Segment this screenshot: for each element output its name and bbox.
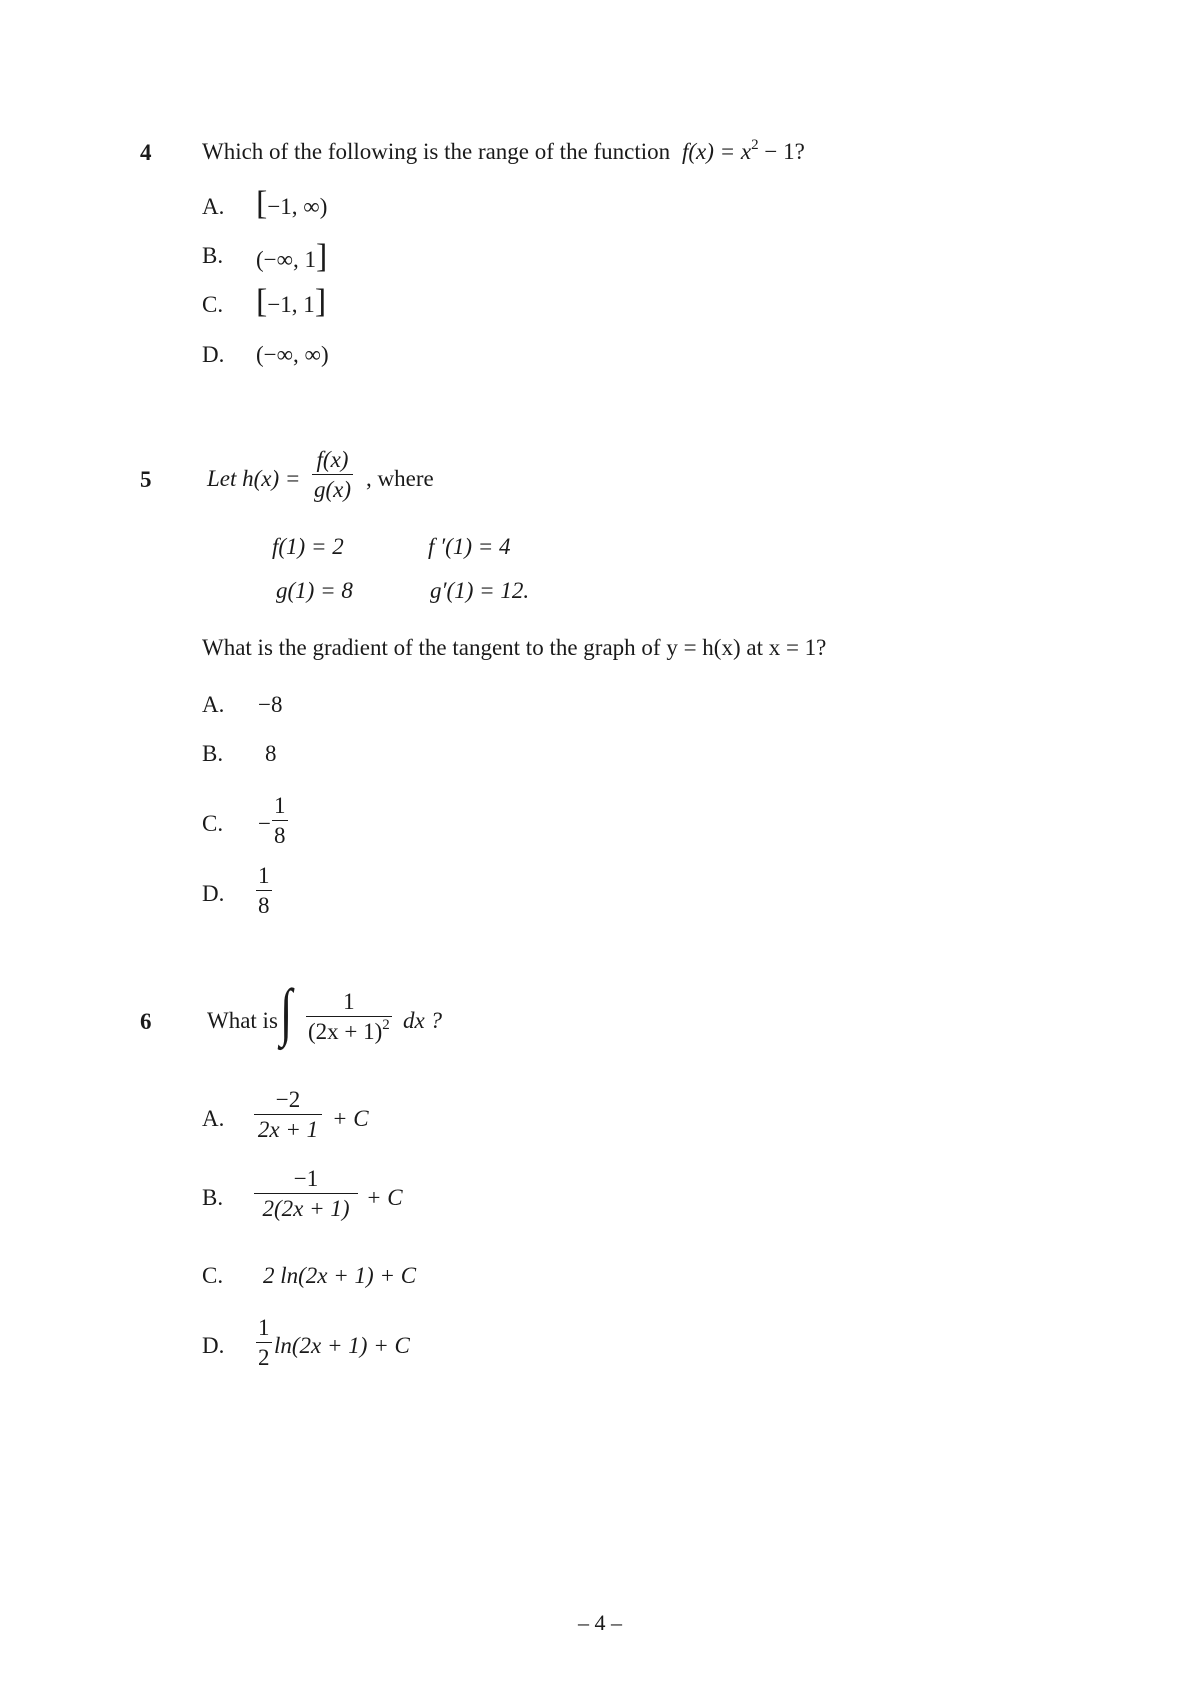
option-c-sign[interactable]: − [258,811,271,836]
given-g1: g(1) = 8 [276,578,353,603]
option-label: C. [202,1263,224,1288]
option-label: A. [202,1106,225,1131]
option-b[interactable]: 8 [265,741,277,766]
option-c[interactable]: 2 ln(2x + 1) + C [263,1263,417,1288]
option-label: D. [202,342,225,367]
question-number: 6 [140,1009,152,1034]
option-label: C. [202,811,224,836]
given-gprime1: g′(1) = 12. [430,578,530,603]
given-fprime1: f ′(1) = 4 [428,534,511,559]
integral-sign: ∫ [280,976,293,1047]
option-c-fraction[interactable]: 1 8 [274,793,286,848]
option-label: B. [202,243,224,268]
option-label: B. [202,741,224,766]
option-b[interactable]: (−∞, 1] [256,238,328,275]
option-b-fraction[interactable]: −1 2(2x + 1) [254,1167,358,1220]
let-h-text: Let h(x) = [207,466,301,491]
question-number: 4 [140,140,152,165]
question-number: 5 [140,467,152,492]
where-text: , where [366,466,434,491]
option-b-tail: + C [366,1185,403,1210]
option-a-fraction[interactable]: −2 2x + 1 [254,1088,322,1141]
question-text: What is the gradient of the tangent to the graph of y = h(x) at x = 1? [202,635,827,660]
option-label: A. [202,692,225,717]
option-d[interactable]: (−∞, ∞) [256,342,329,367]
option-label: D. [202,881,225,906]
question-stem: Which of the following is the range of the function $f(x) = x^2 - 1$? [202,137,805,164]
page-number: – 4 – [578,1610,622,1635]
option-c[interactable]: [−1, 1] [256,283,327,320]
option-label: B. [202,1185,224,1210]
h-fraction: f(x) g(x) [314,447,352,502]
integrand-fraction: 1 $(2x + 1)^2$ [308,989,390,1044]
given-f1: f(1) = 2 [272,534,344,559]
option-a[interactable]: −8 [258,692,283,717]
option-d-fraction[interactable]: 1 8 [258,863,270,918]
option-d-tail: ln(2x + 1) + C [274,1333,410,1358]
option-label: C. [202,292,224,317]
option-a-tail: + C [332,1106,369,1131]
option-label: A. [202,194,225,219]
option-d-fraction[interactable]: 1 2 [258,1315,270,1370]
what-is-text: What is [207,1008,278,1033]
integral-tail: dx ? [403,1008,442,1033]
option-label: D. [202,1333,225,1358]
option-a[interactable]: [−1, ∞) [256,185,328,222]
